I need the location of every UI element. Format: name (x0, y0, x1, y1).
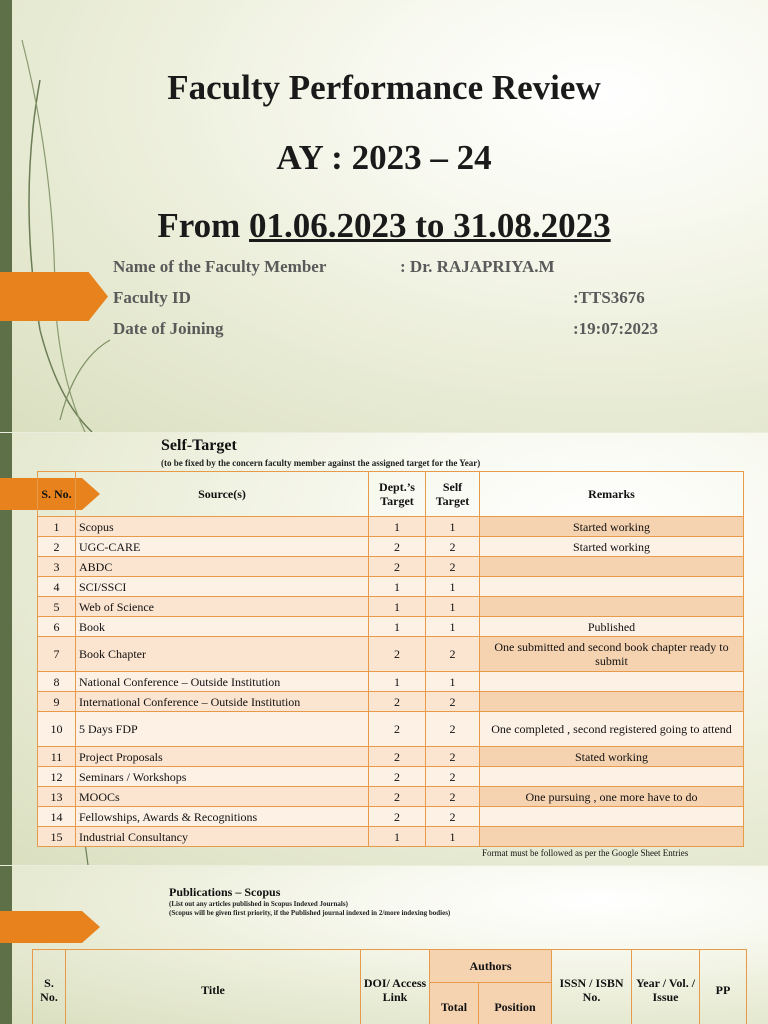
cell-remarks (480, 672, 744, 692)
cell-source: Industrial Consultancy (76, 827, 369, 847)
cell-self-target: 1 (426, 672, 480, 692)
cell-dept-target: 2 (369, 692, 426, 712)
review-period (0, 206, 768, 246)
cell-source: Book Chapter (76, 637, 369, 672)
cell-self-target: 2 (426, 767, 480, 787)
pub-col-year: Year / Vol. / Issue (632, 950, 700, 1024)
cell-dept-target: 1 (369, 672, 426, 692)
cell-self-target: 1 (426, 617, 480, 637)
pub-col-title: Title (66, 950, 361, 1024)
cell-sno: 10 (38, 712, 76, 747)
table-row (38, 767, 744, 787)
col-dept-target: Dept.’s Target (369, 472, 426, 517)
publications-sub2: (Scopus will be given first priority, if the Published journal indexed in 2/more indexing bodies) (169, 909, 451, 917)
cell-sno: 7 (38, 637, 76, 672)
cell-dept-target: 2 (369, 637, 426, 672)
cell-source: Scopus (76, 517, 369, 537)
period-prefix: From (157, 206, 241, 245)
publications-heading: Publications – Scopus (169, 885, 281, 899)
table-row (38, 557, 744, 577)
pub-col-doi: DOI/ Access Link (361, 950, 430, 1024)
table-row (38, 712, 744, 747)
col-sno: S. No. (38, 472, 76, 517)
table-row (38, 692, 744, 712)
cell-sno: 9 (38, 692, 76, 712)
self-target-slide (0, 433, 768, 865)
pub-col-position: Position (479, 983, 552, 1024)
arrow-marker (0, 272, 108, 321)
cell-source: Seminars / Workshops (76, 767, 369, 787)
cell-sno: 8 (38, 672, 76, 692)
cell-source: Book (76, 617, 369, 637)
cell-remarks: Started working (480, 537, 744, 557)
table-row (38, 577, 744, 597)
cell-self-target: 2 (426, 537, 480, 557)
cell-self-target: 1 (426, 517, 480, 537)
cell-sno: 5 (38, 597, 76, 617)
table-row (38, 747, 744, 767)
table-row (38, 637, 744, 672)
publications-sub1: (List out any articles published in Scopus Indexed Journals) (169, 900, 348, 908)
cell-remarks (480, 597, 744, 617)
pub-col-pp: PP (700, 950, 747, 1024)
table-row (38, 517, 744, 537)
table-row (38, 537, 744, 557)
self-target-subheading: (to be fixed by the concern faculty member against the assigned target for the Year) (161, 458, 481, 468)
cell-source: International Conference – Outside Institution (76, 692, 369, 712)
table-row (38, 672, 744, 692)
cell-remarks (480, 807, 744, 827)
cell-sno: 12 (38, 767, 76, 787)
cell-sno: 15 (38, 827, 76, 847)
cell-dept-target: 1 (369, 577, 426, 597)
self-target-heading: Self-Target (161, 437, 237, 454)
publications-slide (0, 866, 768, 1024)
pub-col-sno: S. No. (33, 950, 66, 1024)
cell-dept-target: 1 (369, 597, 426, 617)
page-title: Faculty Performance Review (167, 68, 601, 107)
cell-source: ABDC (76, 557, 369, 577)
cell-remarks: Stated working (480, 747, 744, 767)
faculty-id-value: :TTS3676 (573, 288, 645, 307)
cell-source: SCI/SSCI (76, 577, 369, 597)
arrow-marker (0, 911, 100, 943)
cell-sno: 11 (38, 747, 76, 767)
cell-self-target: 2 (426, 807, 480, 827)
period-range: 01.06.2023 to 31.08.2023 (249, 206, 611, 245)
cell-sno: 6 (38, 617, 76, 637)
cell-remarks (480, 557, 744, 577)
cover-slide (0, 0, 768, 432)
cell-remarks (480, 767, 744, 787)
cell-sno: 14 (38, 807, 76, 827)
cell-self-target: 2 (426, 712, 480, 747)
cell-dept-target: 2 (369, 747, 426, 767)
cell-dept-target: 2 (369, 787, 426, 807)
pub-col-issn: ISSN / ISBN No. (552, 950, 632, 1024)
cell-self-target: 2 (426, 557, 480, 577)
cell-self-target: 2 (426, 747, 480, 767)
pub-col-total: Total (430, 983, 479, 1024)
joining-date-label: Date of Joining (113, 319, 224, 338)
cell-remarks (480, 577, 744, 597)
self-target-table (37, 471, 744, 847)
cell-remarks: Started working (480, 517, 744, 537)
cell-remarks: One pursuing , one more have to do (480, 787, 744, 807)
faculty-id-label: Faculty ID (113, 288, 191, 307)
format-note: Format must be followed as per the Google Sheet Entries (482, 848, 689, 858)
academic-year: AY : 2023 – 24 (276, 138, 492, 177)
cell-source: Fellowships, Awards & Recognitions (76, 807, 369, 827)
joining-date-value: :19:07:2023 (573, 319, 658, 338)
table-row (38, 787, 744, 807)
cell-remarks: One submitted and second book chapter ready to submit (480, 637, 744, 672)
table-row (38, 597, 744, 617)
cell-dept-target: 1 (369, 827, 426, 847)
cell-sno: 1 (38, 517, 76, 537)
cell-self-target: 1 (426, 577, 480, 597)
cell-dept-target: 2 (369, 537, 426, 557)
cell-remarks (480, 692, 744, 712)
cell-sno: 3 (38, 557, 76, 577)
cell-dept-target: 2 (369, 557, 426, 577)
pub-col-authors: Authors (430, 950, 552, 983)
cell-dept-target: 2 (369, 712, 426, 747)
cell-remarks: Published (480, 617, 744, 637)
cell-self-target: 1 (426, 827, 480, 847)
table-row (38, 617, 744, 637)
cell-source: Web of Science (76, 597, 369, 617)
col-source: Source(s) (76, 472, 369, 517)
cell-sno: 4 (38, 577, 76, 597)
faculty-name-label: Name of the Faculty Member (113, 257, 327, 276)
publications-table (32, 949, 768, 1024)
col-self-target: Self Target (426, 472, 480, 517)
cell-remarks (480, 827, 744, 847)
col-remarks: Remarks (480, 472, 744, 517)
table-row (38, 807, 744, 827)
cell-dept-target: 2 (369, 807, 426, 827)
cell-sno: 13 (38, 787, 76, 807)
cell-source: National Conference – Outside Institution (76, 672, 369, 692)
cell-self-target: 2 (426, 637, 480, 672)
cell-dept-target: 1 (369, 617, 426, 637)
table-header-row (38, 472, 744, 517)
cell-source: 5 Days FDP (76, 712, 369, 747)
faculty-name-value: : Dr. RAJAPRIYA.M (400, 257, 555, 276)
cell-source: UGC-CARE (76, 537, 369, 557)
cell-remarks: One completed , second registered going to attend (480, 712, 744, 747)
cell-dept-target: 1 (369, 517, 426, 537)
cell-self-target: 2 (426, 787, 480, 807)
cell-dept-target: 2 (369, 767, 426, 787)
pub-col-extra (747, 950, 768, 1024)
table-row (38, 827, 744, 847)
cell-self-target: 2 (426, 692, 480, 712)
cell-source: MOOCs (76, 787, 369, 807)
edge-bar (0, 866, 12, 1024)
cell-self-target: 1 (426, 597, 480, 617)
cell-sno: 2 (38, 537, 76, 557)
cell-source: Project Proposals (76, 747, 369, 767)
